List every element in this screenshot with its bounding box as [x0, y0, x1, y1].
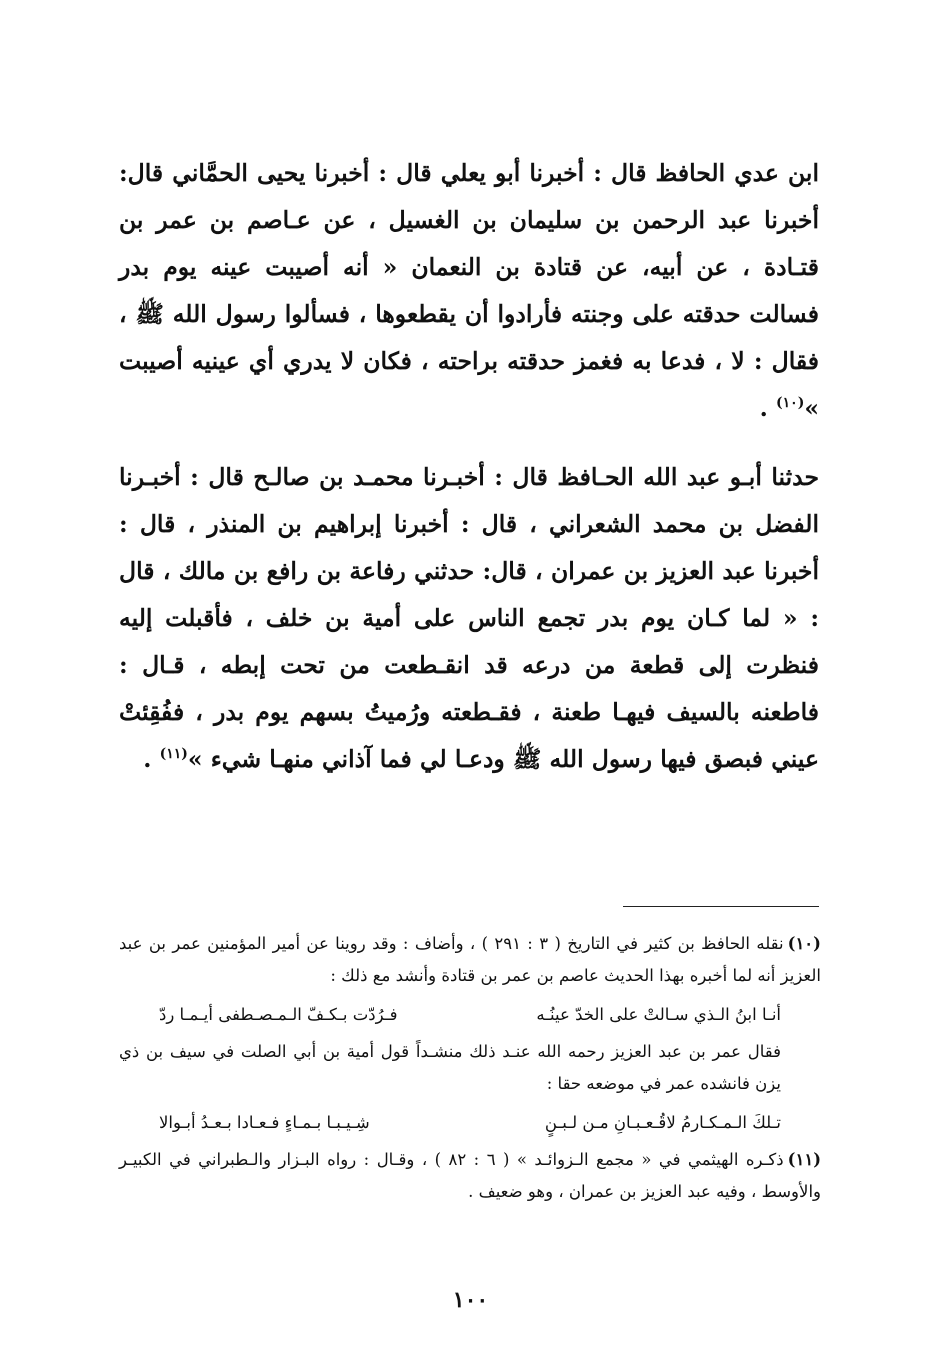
footnote-text: ذكـره الهيثمي في « مجمع الـزوائـد » ( ٦ : ٨٢ ) ، وقـال : رواه البـزار والـطبراني في الكبيـر والأوسط ، وفيه عبد العزيز بن عمران ، وهو ضعيف . — [119, 1150, 821, 1201]
end-mark: . — [143, 745, 152, 773]
footnote-ref[interactable]: (١٠) — [776, 395, 805, 412]
verse-first-hemistich: تـلكَ الـمـكـارمُ لاقُـعـبـانِ مـن لـبـنٍ — [544, 1113, 781, 1132]
footnote-text: نقله الحافظ بن كثير في التاريخ ( ٣ : ٢٩١ ) ، وأضاف : وقد روينا عن أمير المؤمنين عمر بن عبد العزيز أنه لما أخبره بهذا الحديث عاصم بن عمر بن قتادة وأنشد مع ذلك : — [119, 934, 821, 985]
verse-second-hemistich: فـرُدّت بـكـفّ الـمـصـطفى أيـمـا ردّ — [159, 1005, 398, 1024]
hadith-paragraph-2 — [119, 454, 819, 783]
footnotes — [119, 928, 821, 1208]
main-text — [119, 150, 819, 783]
poem-verse-2 — [119, 1108, 821, 1138]
poem-verse-1 — [119, 1000, 821, 1030]
footnote-ref[interactable]: (١١) — [159, 746, 188, 763]
page-number: ١٠٠ — [452, 1287, 489, 1313]
paragraph-text: حدثنا أبـو عبد الله الحـافظ قال : أخبـرنا محمـد بن صالـح قال : أخبـرنا الفضل بن محمد الشعراني ، قال : أخبرنا إبراهيم بن المنذر ، قال : أخبرنا عبد العزيز بن عمران ، قال: حدثني رفاعة بن رافع بن مالك ، قال : « لما كـان يوم بدر تجمع الناس على أمية بن خلف ، فأقبلت إليه فنظرت إلى قطعة من درعه قد انقـطعت من تحت إبطه ، قـال : فاطعنه بالسيف فيهـا طعنة ، فقـطعته ورُميتُ بسهم يوم بدر ، ففُقِئتْ عيني فبصق فيها رسول الله ﷺ ودعـا لي فما آذاني منهـا شيء » — [119, 463, 819, 773]
footnote-separator — [623, 906, 819, 907]
footnote-10-continuation: فقال عمر بن عبد العزيز رحمه الله عنـد ذلك منشـداً قول أمية بن أبي الصلت في سيف بن ذي يزن فانشده عمر في موضعه حقا : — [119, 1042, 781, 1093]
verse-second-hemistich: شِـيـبـا بـمـاءٍ فـعـادا بـعـدُ أبـوالا — [159, 1113, 370, 1132]
footnote-number: (١٠) — [787, 934, 821, 953]
footnote-11 — [119, 1144, 821, 1208]
footnote-10 — [119, 928, 821, 992]
footnote-number: (١١) — [787, 1150, 821, 1169]
end-mark: . — [759, 394, 768, 422]
verse-first-hemistich: أنـا ابنُ الـذي سـالتْ على الخدّ عينُـه — [536, 1005, 781, 1024]
paragraph-text: ابن عدي الحافظ قال : أخبرنا أبو يعلي قال : أخبرنا يحيى الحمَّاني قال: أخبرنا عبد الرحمن بن سليمان بن الغسيل ، عن عـاصم بن عمر بن قتـادة ، عن أبيه، عن قتادة بن النعمان « أنه أصيبت عينه يوم بدر فسالت حدقته على وجنته فأرادوا أن يقطعوها ، فسألوا رسول الله ﷺ ، فقال : لا ، فدعا به فغمز حدقته براحته ، فكان لا يدري أي عينيه أصيبت » — [119, 159, 819, 422]
hadith-paragraph-1 — [119, 150, 819, 432]
